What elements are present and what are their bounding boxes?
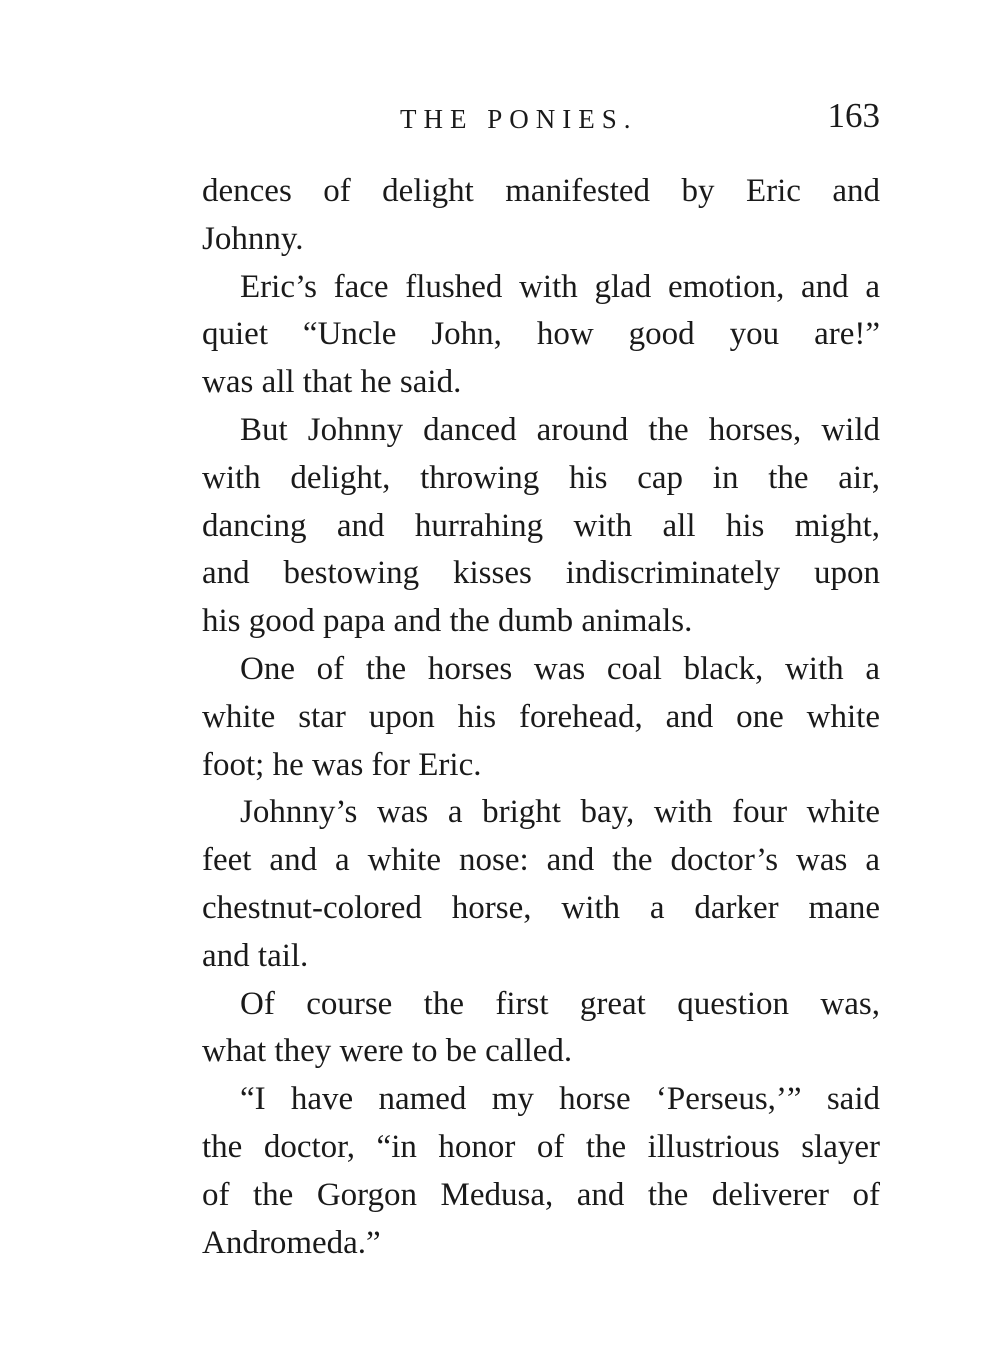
text-line: was all that he said. <box>202 364 462 401</box>
text-line: “I have named my horse ‘Perseus,’” said <box>240 1081 880 1118</box>
text-line: But Johnny danced around the horses, wild <box>240 411 880 448</box>
text-line: of the Gorgon Medusa, and the deliverer of <box>202 1176 880 1213</box>
text-line: Of course the first great question was, <box>240 985 880 1022</box>
text-line: and tail. <box>202 937 309 974</box>
body-text <box>202 168 880 1267</box>
running-head <box>200 96 880 140</box>
text-line: chestnut-colored horse, with a darker mane <box>202 889 880 926</box>
text-line: Andromeda.” <box>202 1224 381 1261</box>
text-line: dences of delight manifested by Eric and <box>202 173 880 209</box>
text-line: feet and a white nose: and the doctor’s was a <box>202 842 880 879</box>
running-title: THE PONIES. <box>400 104 638 134</box>
page-number: 163 <box>827 96 880 135</box>
text-line: what they were to be called. <box>202 1033 573 1070</box>
text-line: and bestowing kisses indiscriminately upon <box>202 555 880 592</box>
text-line: foot; he was for Eric. <box>202 746 482 783</box>
text-line: the doctor, “in honor of the illustrious slayer <box>202 1128 880 1165</box>
text-line: Eric’s face flushed with glad emotion, and a <box>240 268 880 305</box>
text-line: Johnny. <box>202 220 304 257</box>
text-line: Johnny’s was a bright bay, with four white <box>240 794 880 831</box>
text-line: white star upon his forehead, and one white <box>202 698 880 735</box>
text-line: quiet “Uncle John, how good you are!” <box>202 316 880 353</box>
text-line: One of the horses was coal black, with a <box>240 650 880 687</box>
text-line: his good papa and the dumb animals. <box>202 603 693 640</box>
text-line: with delight, throwing his cap in the air, <box>202 459 880 496</box>
text-line: dancing and hurrahing with all his might, <box>202 507 880 544</box>
